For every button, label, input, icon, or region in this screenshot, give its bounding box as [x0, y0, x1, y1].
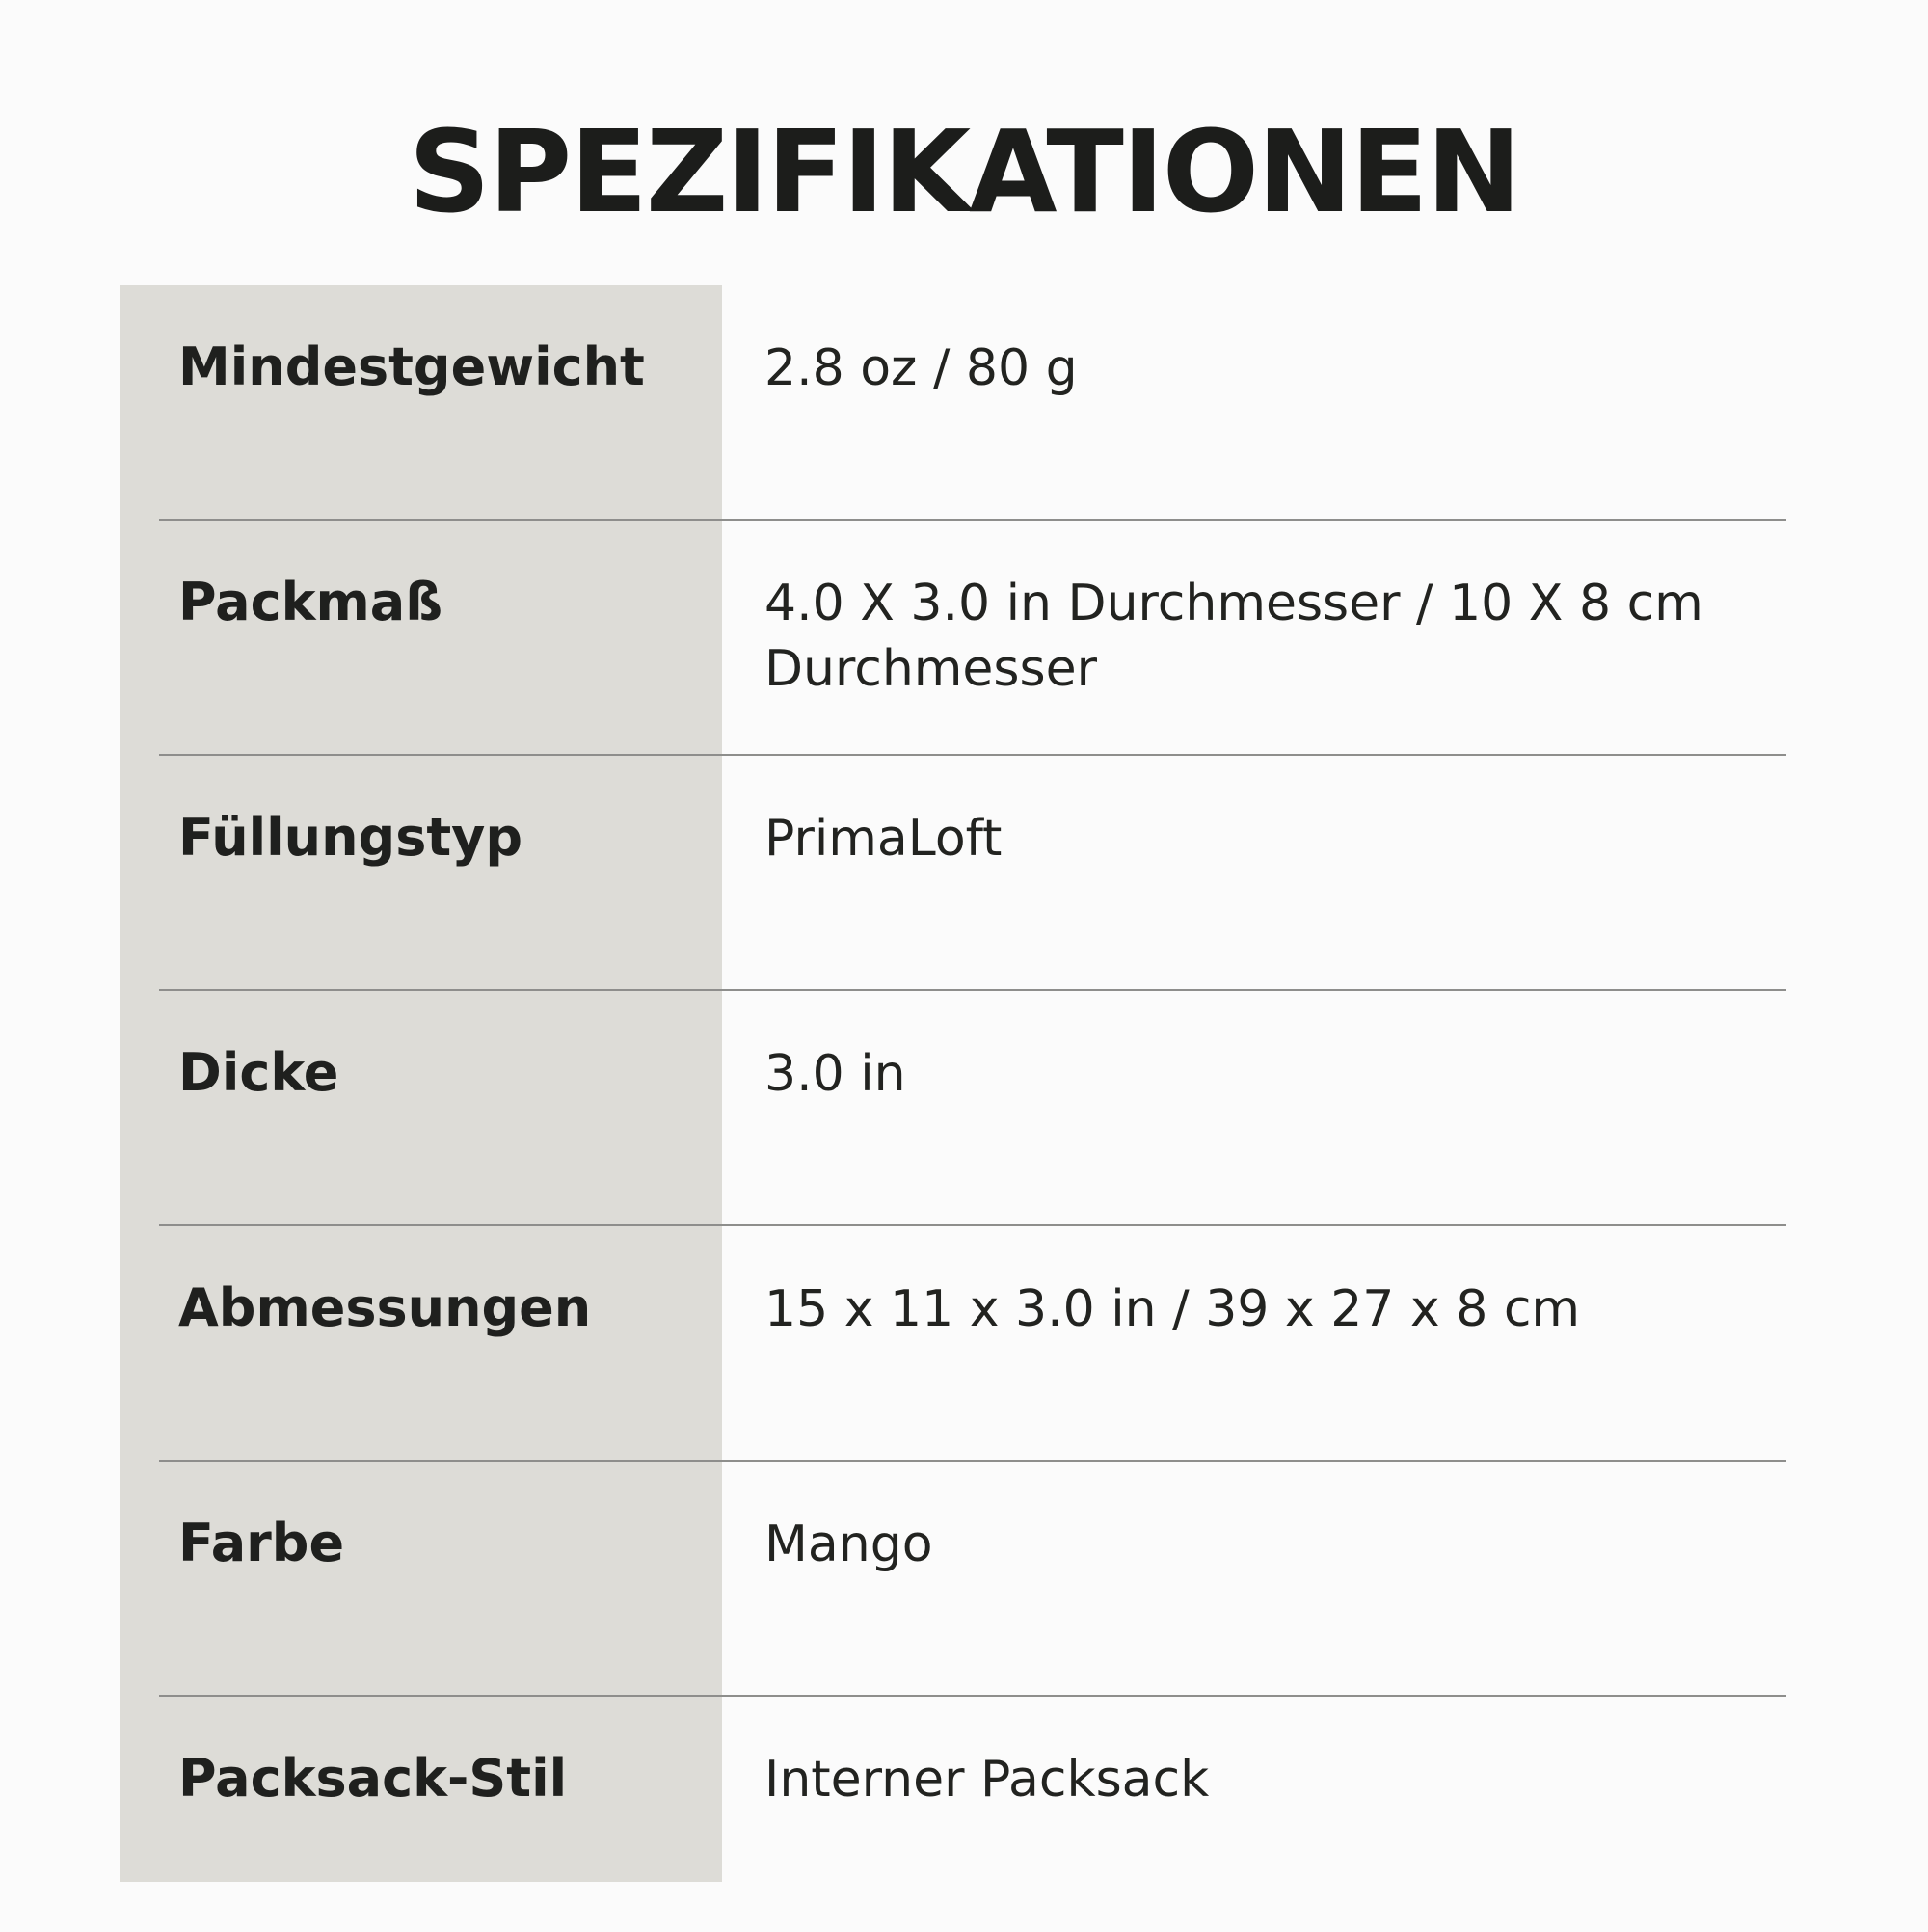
- spec-label: Abmessungen: [178, 1277, 592, 1338]
- spec-row-farbe: [120, 1462, 1786, 1697]
- spec-row-packsack-stil: [120, 1697, 1786, 1932]
- spec-value: 2.8 oz / 80 g: [764, 339, 1078, 397]
- spec-value: PrimaLoft: [764, 810, 1003, 868]
- spec-value: 15 x 11 x 3.0 in / 39 x 27 x 8 cm: [764, 1280, 1581, 1338]
- spec-label: Packsack-Stil: [178, 1748, 568, 1809]
- spec-value: Interner Packsack: [764, 1751, 1210, 1809]
- spec-label: Farbe: [178, 1513, 345, 1573]
- page-title: SPEZIFIKATIONEN: [408, 105, 1520, 238]
- spec-row-mindestgewicht: [120, 285, 1786, 521]
- spec-row-packmass: [120, 521, 1786, 756]
- spec-value: 4.0 X 3.0 in Durchmesser / 10 X 8 cm Durchmesser: [764, 575, 1703, 698]
- spec-label: Füllungstyp: [178, 807, 523, 868]
- spec-row-abmessungen: [120, 1226, 1786, 1462]
- spec-label: Mindestgewicht: [178, 336, 645, 397]
- spec-row-dicke: [120, 991, 1786, 1226]
- spec-value: 3.0 in: [764, 1045, 906, 1103]
- spec-value: Mango: [764, 1516, 933, 1573]
- spec-table: [120, 285, 1786, 1932]
- spec-row-fuellungstyp: [120, 756, 1786, 991]
- spec-label: Dicke: [178, 1042, 339, 1103]
- spec-label: Packmaß: [178, 572, 443, 632]
